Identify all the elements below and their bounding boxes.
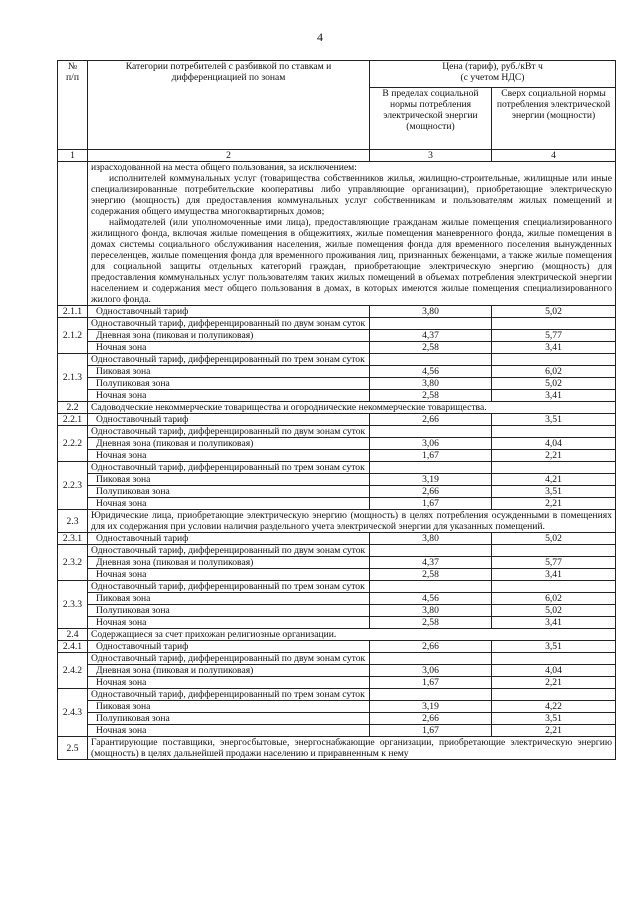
price-above-norm: 6,02	[492, 366, 616, 378]
zone-label: Дневная зона (пиковая и полупиковая)	[88, 330, 370, 342]
tariff-group-row	[58, 653, 616, 665]
price-above-norm: 3,51	[492, 641, 616, 653]
tariff-row	[58, 414, 616, 426]
zone-label: Пиковая зона	[88, 593, 370, 605]
price-within-norm: 3,80	[370, 378, 492, 390]
section-row	[58, 737, 616, 760]
tariff-row	[58, 498, 616, 510]
tariff-row	[58, 557, 616, 569]
group-label: Одноставочный тариф, дифференцированный по трем зонам суток	[88, 354, 370, 366]
price-above-norm: 5,77	[492, 557, 616, 569]
group-label: Одноставочный тариф, дифференцированный по двум зонам суток	[88, 426, 370, 438]
price-above-norm: 4,22	[492, 701, 616, 713]
zone-label: Одноставочный тариф	[88, 533, 370, 545]
column-number: 4	[492, 150, 616, 162]
tariff-row	[58, 366, 616, 378]
price-within-norm: 2,58	[370, 390, 492, 402]
empty-cell	[370, 653, 492, 665]
price-within-norm: 2,58	[370, 617, 492, 629]
group-label: Одноставочный тариф, дифференцированный по трем зонам суток	[88, 689, 370, 701]
price-within-norm: 4,56	[370, 593, 492, 605]
row-number: 2.3.2	[58, 545, 88, 581]
column-number: 1	[58, 150, 88, 162]
tariff-row	[58, 486, 616, 498]
row-number: 2.1.1	[58, 306, 88, 318]
column-number: 3	[370, 150, 492, 162]
tariff-row	[58, 474, 616, 486]
price-above-norm: 3,51	[492, 486, 616, 498]
tariff-table	[57, 60, 616, 760]
price-above-norm: 5,02	[492, 378, 616, 390]
tariff-row	[58, 605, 616, 617]
section-title: Содержащиеся за счет прихожан религиозные организации.	[88, 629, 616, 641]
price-within-norm: 3,80	[370, 533, 492, 545]
row-number: 2.3.1	[58, 533, 88, 545]
section-title: Гарантирующие поставщики, энергосбытовые, энергоснабжающие организации, приобретающие электрическую энергию (мощность) в целях дальнейшей продажи населению и приравненным к нему	[88, 737, 616, 760]
price-within-norm: 3,19	[370, 474, 492, 486]
price-within-norm: 2,66	[370, 641, 492, 653]
zone-label: Ночная зона	[88, 390, 370, 402]
group-label: Одноставочный тариф, дифференцированный по двум зонам суток	[88, 545, 370, 557]
price-within-norm: 2,66	[370, 486, 492, 498]
zone-label: Ночная зона	[88, 725, 370, 737]
empty-cell	[370, 318, 492, 330]
empty-cell	[492, 462, 616, 474]
section-title: Садоводческие некоммерческие товарищества и огороднические некоммерческие товарищества.	[88, 402, 616, 414]
price-within-norm: 2,66	[370, 713, 492, 725]
group-label: Одноставочный тариф, дифференцированный по трем зонам суток	[88, 462, 370, 474]
page-number: 4	[317, 30, 323, 44]
price-within-norm: 1,67	[370, 450, 492, 462]
tariff-group-row	[58, 318, 616, 330]
price-above-norm: 4,21	[492, 474, 616, 486]
section-row	[58, 402, 616, 414]
section-title: Юридические лица, приобретающие электрическую энергию (мощность) в целях потребления осужденными в помещениях для их содержания при условии наличия раздельного учета электрической энергии для указанных помещений.	[88, 510, 616, 533]
price-within-norm: 3,06	[370, 438, 492, 450]
tariff-group-row	[58, 581, 616, 593]
empty-cell	[370, 354, 492, 366]
zone-label: Одноставочный тариф	[88, 641, 370, 653]
price-above-norm: 2,21	[492, 725, 616, 737]
price-above-norm: 5,77	[492, 330, 616, 342]
price-above-norm: 3,41	[492, 342, 616, 354]
tariff-row	[58, 450, 616, 462]
intro-paragraph: наймодателей (или уполномоченные ими лица), предоставляющие гражданам жилые помещения специализированного жилищного фонда, включая жилые помещения в общежитиях, жилые помещения маневренного фонда, жилые помещения в домах системы социального обслуживания населения, жилые помещения фонда для временного поселения вынужденных переселенцев, жилые помещения фонда для временного проживания лиц, признанных беженцами, а также жилые помещения для социальной защиты отдельных категорий граждан, приобретающие электрическую энергию (мощность) для предоставления коммунальных услуг пользователям таких жилых помещений в объемах потребления электрической энергии населением и содержания мест общего пользования в домах, в которых имеются жилые помещения специализированного жилого фонда.	[91, 217, 613, 305]
empty-cell	[492, 581, 616, 593]
section-number: 2.5	[58, 737, 88, 760]
tariff-row	[58, 306, 616, 318]
empty-cell	[370, 545, 492, 557]
tariff-row	[58, 701, 616, 713]
tariff-row	[58, 569, 616, 581]
price-within-norm: 4,37	[370, 557, 492, 569]
header-category: Категории потребителей с разбивкой по ставкам и дифференциацией по зонам	[88, 61, 370, 150]
section-row	[58, 510, 616, 533]
empty-cell	[492, 318, 616, 330]
tariff-row	[58, 713, 616, 725]
price-above-norm: 4,04	[492, 438, 616, 450]
price-within-norm: 2,58	[370, 569, 492, 581]
intro-text	[88, 162, 616, 306]
price-within-norm: 4,37	[370, 330, 492, 342]
price-within-norm: 1,67	[370, 677, 492, 689]
row-number: 2.1.2	[58, 318, 88, 354]
empty-cell	[492, 426, 616, 438]
tariff-group-row	[58, 426, 616, 438]
row-number: 2.4.3	[58, 689, 88, 737]
price-within-norm: 4,56	[370, 366, 492, 378]
price-above-norm: 4,04	[492, 665, 616, 677]
price-within-norm: 2,58	[370, 342, 492, 354]
price-within-norm: 3,06	[370, 665, 492, 677]
header-price: Цена (тариф), руб./кВт ч (с учетом НДС)	[370, 61, 616, 88]
empty-cell	[492, 545, 616, 557]
zone-label: Ночная зона	[88, 498, 370, 510]
price-above-norm: 6,02	[492, 593, 616, 605]
zone-label: Дневная зона (пиковая и полупиковая)	[88, 665, 370, 677]
tariff-group-row	[58, 354, 616, 366]
price-above-norm: 2,21	[492, 450, 616, 462]
price-above-norm: 3,51	[492, 414, 616, 426]
price-within-norm: 1,67	[370, 498, 492, 510]
zone-label: Пиковая зона	[88, 366, 370, 378]
row-number: 2.3.3	[58, 581, 88, 629]
tariff-group-row	[58, 462, 616, 474]
price-within-norm: 3,80	[370, 306, 492, 318]
tariff-row	[58, 725, 616, 737]
empty-cell	[492, 354, 616, 366]
tariff-group-row	[58, 689, 616, 701]
tariff-row	[58, 593, 616, 605]
row-number: 2.2.1	[58, 414, 88, 426]
price-within-norm: 3,19	[370, 701, 492, 713]
tariff-row	[58, 665, 616, 677]
tariff-row	[58, 617, 616, 629]
tariff-row	[58, 677, 616, 689]
zone-label: Полупиковая зона	[88, 605, 370, 617]
empty-cell	[492, 689, 616, 701]
price-above-norm: 2,21	[492, 677, 616, 689]
row-number: 2.2.2	[58, 426, 88, 462]
price-above-norm: 3,41	[492, 617, 616, 629]
zone-label: Дневная зона (пиковая и полупиковая)	[88, 438, 370, 450]
price-above-norm: 3,41	[492, 569, 616, 581]
price-above-norm: 2,21	[492, 498, 616, 510]
zone-label: Дневная зона (пиковая и полупиковая)	[88, 557, 370, 569]
zone-label: Пиковая зона	[88, 474, 370, 486]
price-above-norm: 5,02	[492, 306, 616, 318]
row-number: 2.4.1	[58, 641, 88, 653]
zone-label: Полупиковая зона	[88, 378, 370, 390]
zone-label: Ночная зона	[88, 569, 370, 581]
tariff-row	[58, 342, 616, 354]
tariff-row	[58, 390, 616, 402]
tariff-row	[58, 641, 616, 653]
row-number: 2.4.2	[58, 653, 88, 689]
section-number: 2.4	[58, 629, 88, 641]
empty-cell	[370, 581, 492, 593]
price-within-norm: 1,67	[370, 725, 492, 737]
empty-cell	[370, 462, 492, 474]
group-label: Одноставочный тариф, дифференцированный по трем зонам суток	[88, 581, 370, 593]
header-above-norm: Сверх социальной нормы потребления электрической энергии (мощности)	[492, 88, 616, 150]
tariff-group-row	[58, 545, 616, 557]
zone-label: Ночная зона	[88, 677, 370, 689]
section-number: 2.2	[58, 402, 88, 414]
group-label: Одноставочный тариф, дифференцированный по двум зонам суток	[88, 318, 370, 330]
section-row	[58, 629, 616, 641]
tariff-row	[58, 438, 616, 450]
empty-cell	[370, 426, 492, 438]
price-within-norm: 3,80	[370, 605, 492, 617]
row-number: 2.1.3	[58, 354, 88, 402]
column-number: 2	[88, 150, 370, 162]
zone-label: Одноставочный тариф	[88, 414, 370, 426]
intro-number	[58, 162, 88, 306]
section-number: 2.3	[58, 510, 88, 533]
tariff-row	[58, 533, 616, 545]
price-above-norm: 5,02	[492, 605, 616, 617]
zone-label: Пиковая зона	[88, 701, 370, 713]
tariff-row	[58, 330, 616, 342]
price-above-norm: 3,41	[492, 390, 616, 402]
header-within-norm: В пределах социальной нормы потребления электрической энергии (мощности)	[370, 88, 492, 150]
empty-cell	[370, 689, 492, 701]
group-label: Одноставочный тариф, дифференцированный по двум зонам суток	[88, 653, 370, 665]
empty-cell	[492, 653, 616, 665]
price-above-norm: 5,02	[492, 533, 616, 545]
zone-label: Полупиковая зона	[88, 713, 370, 725]
intro-paragraph: исполнителей коммунальных услуг (товарищества собственников жилья, жилищно-строительные, жилищные или иные специализированные потребительские кооперативы либо управляющие организации), приобретающие электрическую энергию (мощность) для предоставления коммунальных услуг собственникам и пользователям жилых помещений и содержания общего имущества многоквартирных домов;	[91, 173, 613, 217]
header-number: № п/п	[58, 61, 88, 150]
price-above-norm: 3,51	[492, 713, 616, 725]
zone-label: Ночная зона	[88, 342, 370, 354]
price-within-norm: 2,66	[370, 414, 492, 426]
zone-label: Полупиковая зона	[88, 486, 370, 498]
row-number: 2.2.3	[58, 462, 88, 510]
zone-label: Ночная зона	[88, 617, 370, 629]
tariff-row	[58, 378, 616, 390]
intro-paragraph: израсходованной на места общего пользования, за исключением:	[91, 162, 357, 173]
zone-label: Одноставочный тариф	[88, 306, 370, 318]
zone-label: Ночная зона	[88, 450, 370, 462]
